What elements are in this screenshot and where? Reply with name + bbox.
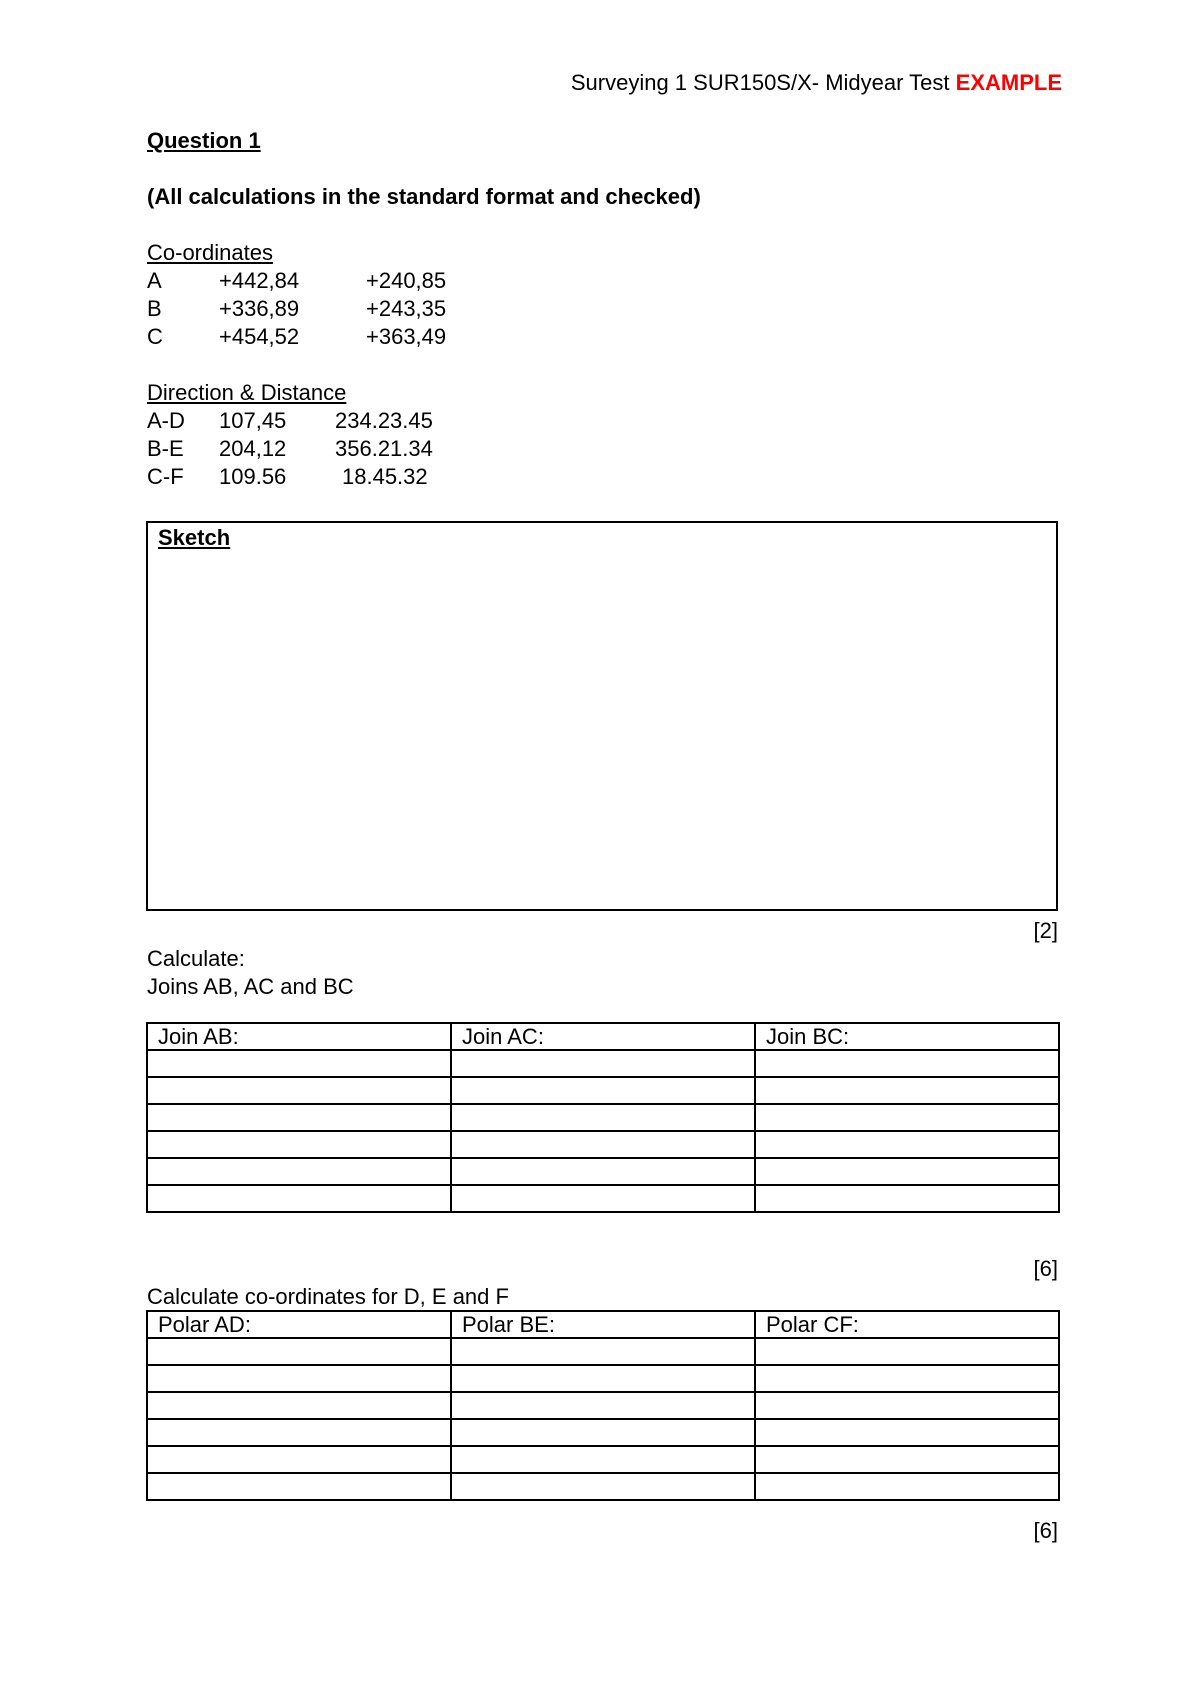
point-x: +363,49 (366, 324, 447, 349)
table-row (147, 1050, 1059, 1077)
table-row (147, 1131, 1059, 1158)
answer-cell[interactable] (147, 1365, 451, 1392)
polar-be-header: Polar BE: (451, 1311, 755, 1338)
question-instruction: (All calculations in the standard format and checked) (147, 184, 701, 209)
answer-cell[interactable] (755, 1131, 1059, 1158)
answer-cell[interactable] (147, 1338, 451, 1365)
answer-cell[interactable] (451, 1158, 755, 1185)
table-row (147, 1104, 1059, 1131)
point-name: C (147, 324, 163, 349)
point-y: +336,89 (219, 296, 300, 321)
joins-subtitle: Joins AB, AC and BC (147, 974, 354, 999)
answer-cell[interactable] (147, 1185, 451, 1212)
answer-cell[interactable] (147, 1446, 451, 1473)
direction-distance-title: Direction & Distance (147, 380, 347, 405)
calculate-label: Calculate: (147, 946, 245, 971)
sketch-box[interactable] (146, 521, 1058, 911)
line-name: C-F (147, 464, 184, 489)
point-y: +442,84 (219, 268, 300, 293)
header-title: Surveying 1 SUR150S/X- Midyear Test (570, 70, 950, 95)
header-example-tag: EXAMPLE (955, 70, 1062, 95)
answer-cell[interactable] (147, 1473, 451, 1500)
coordinates-title: Co-ordinates (147, 240, 273, 265)
table-row (147, 1419, 1059, 1446)
table-row (147, 1077, 1059, 1104)
table-row (147, 1365, 1059, 1392)
answer-cell[interactable] (147, 1419, 451, 1446)
table-row (147, 1473, 1059, 1500)
answer-cell[interactable] (755, 1473, 1059, 1500)
join-ab-header: Join AB: (147, 1023, 451, 1050)
answer-cell[interactable] (755, 1446, 1059, 1473)
table-row (147, 1392, 1059, 1419)
answer-cell[interactable] (147, 1131, 451, 1158)
answer-cell[interactable] (451, 1473, 755, 1500)
table-header-row (147, 1311, 1059, 1338)
answer-cell[interactable] (147, 1158, 451, 1185)
answer-cell[interactable] (755, 1077, 1059, 1104)
join-ac-header: Join AC: (451, 1023, 755, 1050)
polars-table (146, 1310, 1060, 1501)
polars-title: Calculate co-ordinates for D, E and F (147, 1284, 509, 1309)
answer-cell[interactable] (755, 1050, 1059, 1077)
table-row (147, 1446, 1059, 1473)
answer-cell[interactable] (451, 1365, 755, 1392)
polar-ad-header: Polar AD: (147, 1311, 451, 1338)
polar-cf-header: Polar CF: (755, 1311, 1059, 1338)
line-name: B-E (147, 436, 184, 461)
answer-cell[interactable] (451, 1131, 755, 1158)
line-direction: 18.45.32 (342, 464, 428, 489)
joins-mark: [6] (1033, 1256, 1058, 1281)
answer-cell[interactable] (147, 1392, 451, 1419)
joins-table (146, 1022, 1060, 1213)
point-x: +240,85 (366, 268, 447, 293)
point-y: +454,52 (219, 324, 300, 349)
table-row (147, 1338, 1059, 1365)
answer-cell[interactable] (755, 1185, 1059, 1212)
table-row (147, 1185, 1059, 1212)
question-title: Question 1 (147, 128, 261, 153)
answer-cell[interactable] (755, 1338, 1059, 1365)
answer-cell[interactable] (451, 1419, 755, 1446)
answer-cell[interactable] (755, 1104, 1059, 1131)
table-row (147, 1158, 1059, 1185)
answer-cell[interactable] (451, 1392, 755, 1419)
point-name: A (147, 268, 162, 293)
answer-cell[interactable] (755, 1392, 1059, 1419)
sketch-label: Sketch (158, 525, 231, 550)
answer-cell[interactable] (147, 1077, 451, 1104)
sketch-mark: [2] (1033, 918, 1058, 943)
line-name: A-D (147, 408, 185, 433)
point-name: B (147, 296, 162, 321)
line-direction: 234.23.45 (335, 408, 433, 433)
join-bc-header: Join BC: (755, 1023, 1059, 1050)
table-header-row (147, 1023, 1059, 1050)
answer-cell[interactable] (147, 1104, 451, 1131)
answer-cell[interactable] (755, 1365, 1059, 1392)
answer-cell[interactable] (147, 1050, 451, 1077)
answer-cell[interactable] (451, 1077, 755, 1104)
answer-cell[interactable] (451, 1446, 755, 1473)
page-header (571, 70, 1062, 96)
line-distance: 109.56 (219, 464, 287, 489)
answer-cell[interactable] (451, 1104, 755, 1131)
line-direction: 356.21.34 (335, 436, 433, 461)
answer-cell[interactable] (451, 1185, 755, 1212)
answer-cell[interactable] (755, 1158, 1059, 1185)
line-distance: 204,12 (219, 436, 287, 461)
line-distance: 107,45 (219, 408, 287, 433)
answer-cell[interactable] (755, 1419, 1059, 1446)
answer-cell[interactable] (451, 1338, 755, 1365)
answer-cell[interactable] (451, 1050, 755, 1077)
point-x: +243,35 (366, 296, 447, 321)
polars-mark: [6] (1033, 1518, 1058, 1543)
